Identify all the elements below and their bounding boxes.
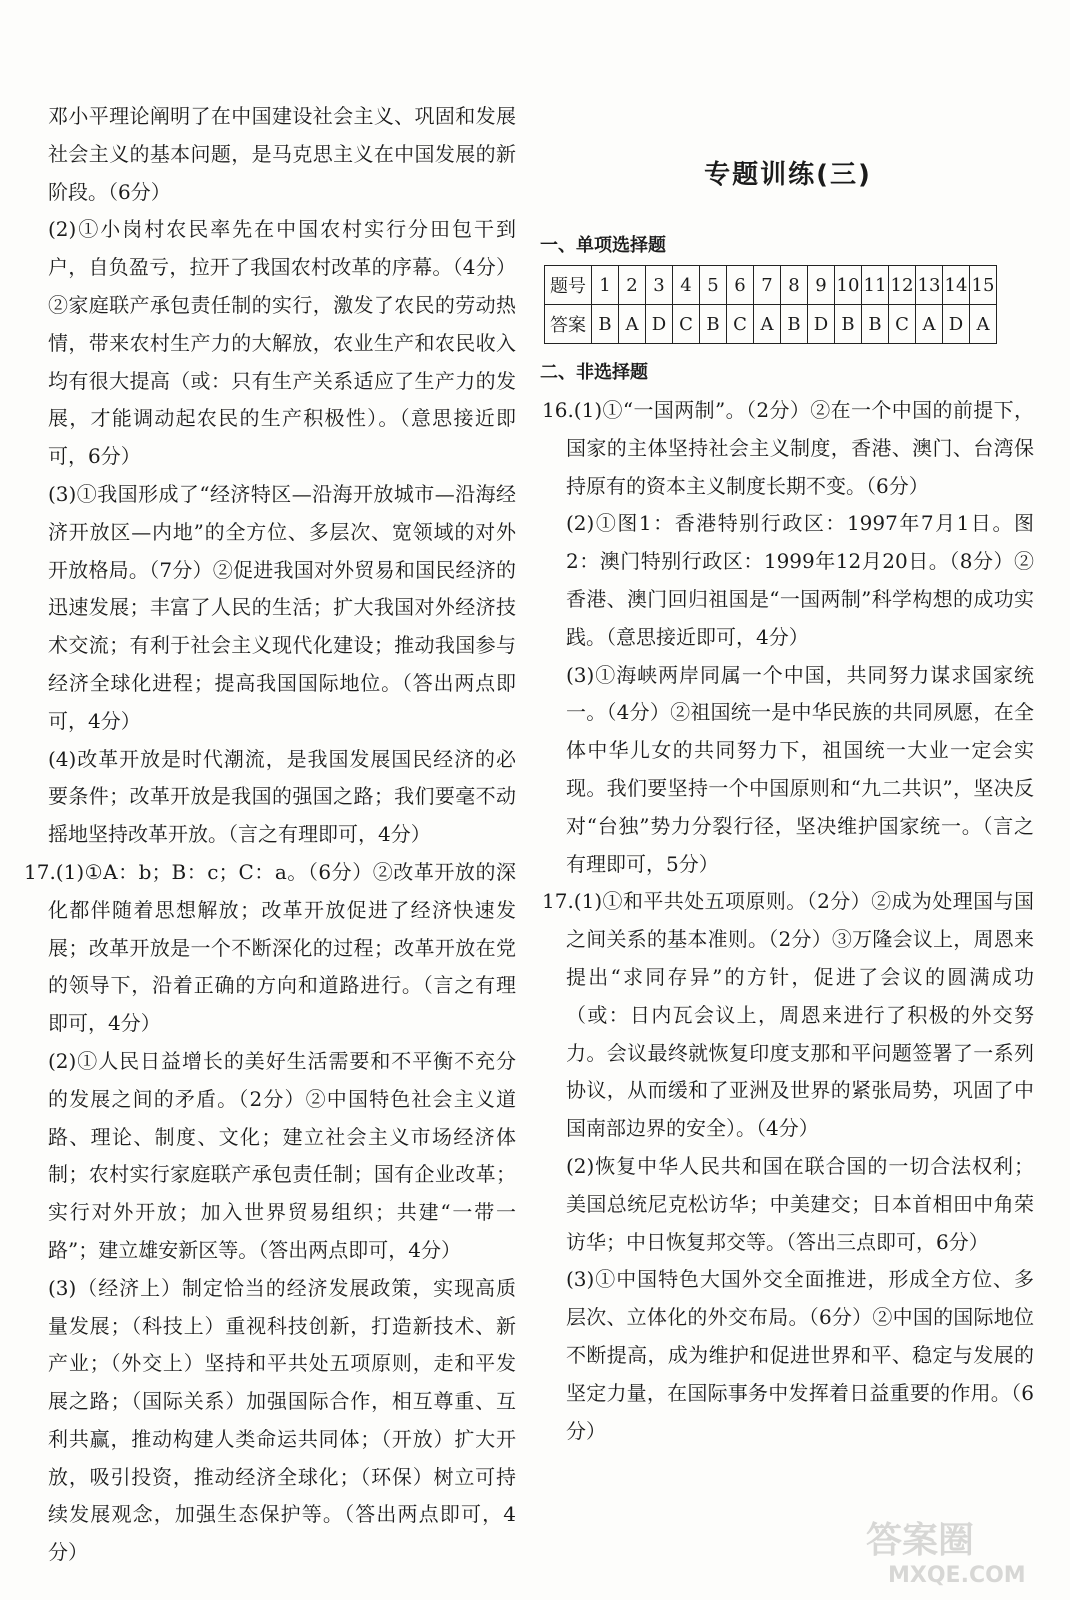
paragraph: (3)①海峡两岸同属一个中国，共同努力谋求国家统一。（4分）②祖国统一是中华民族的共同夙愿，在全体中华儿女的共同努力下，祖国统一大业一定会实现。我们要坚持一个中国原则和“九二共识”，坚决反对“台独”势力分裂行径，坚决维护国家统一。（言之有理即可，5分） (566, 662, 1034, 876)
question-number-cell: 7 (754, 266, 781, 305)
question-number-cell: 4 (673, 266, 700, 305)
left-column (24, 98, 516, 1572)
answer-cell: C (889, 305, 916, 344)
answer-cell: C (727, 305, 754, 344)
paragraph: 邓小平理论阐明了在中国建设社会主义、巩固和发展社会主义的基本问题，是马克思主义在中国发展的新阶段。（6分） (48, 104, 516, 204)
question-number-cell: 1 (592, 266, 619, 305)
answer-cell: B (862, 305, 889, 344)
question-number-cell: 2 (619, 266, 646, 305)
answer-cell: B (592, 305, 619, 344)
section-heading-nonchoice: 二、非选择题 (540, 362, 648, 383)
question-number-cell: 5 (700, 266, 727, 305)
question-number-cell: 11 (862, 266, 889, 305)
answer-cell: B (700, 305, 727, 344)
paragraph: 16.(1)①“一国两制”。（2分）②在一个中国的前提下，国家的主体坚持社会主义制度，香港、澳门、台湾保持原有的资本主义制度长期不变。（6分） (542, 398, 1034, 498)
paragraph: (3)①中国特色大国外交全面推进，形成全方位、多层次、立体化的外交布局。（6分）②中国的国际地位不断提高，成为维护和促进世界和平、稳定与发展的坚定力量，在国际事务中发挥着日益重要的作用。（6分） (566, 1267, 1034, 1443)
section-title: 专题训练(三) (704, 160, 872, 190)
answer-table (544, 265, 997, 344)
paragraph: (2)①小岗村农民率先在中国农村实行分田包干到户，自负盈亏，拉开了我国农村改革的序幕。（4分）②家庭联产承包责任制的实行，激发了农民的劳动热情，带来农村生产力的大解放，农业生产和农民收入均有很大提高（或：只有生产关系适应了生产力的发展，才能调动起农民的生产积极性）。（意思接近即可，6分） (48, 217, 516, 469)
answer-cell: D (808, 305, 835, 344)
answer-cell: B (781, 305, 808, 344)
watermark-logo (858, 1510, 1048, 1588)
question-number-cell: 10 (835, 266, 862, 305)
answer-cell: D (646, 305, 673, 344)
answer-cell: A (754, 305, 781, 344)
paragraph: (2)①图1：香港特别行政区：1997年7月1日。图2：澳门特别行政区：1999年12月20日。（8分）②香港、澳门回归祖国是“一国两制”科学构想的成功实践。（意思接近即可，4分） (566, 511, 1034, 649)
section-heading-choice: 一、单项选择题 (540, 235, 666, 256)
paragraph: 17.(1)①A：b；B：c；C：a。（6分）②改革开放的深化都伴随着思想解放；改革开放促进了经济快速发展；改革开放是一个不断深化的过程；改革开放在党的领导下，沿着正确的方向和道路进行。（言之有理即可，4分） (24, 859, 516, 1036)
paragraph: 17.(1)①和平共处五项原则。（2分）②成为处理国与国之间关系的基本准则。（2分）③万隆会议上，周恩来提出“求同存异”的方针，促进了会议的圆满成功（或：日内瓦会议上，周恩来进行了积极的外交努力。会议最终就恢复印度支那和平问题签署了一系列协议，从而缓和了亚洲及世界的紧张局势，巩固了中国南部边界的安全）。（4分） (542, 889, 1034, 1141)
question-number-cell: 6 (727, 266, 754, 305)
watermark-url-text: MXQE.COM (888, 1563, 1026, 1588)
answer-cell: A (970, 305, 997, 344)
question-number-cell: 13 (916, 266, 943, 305)
paragraph: (2)①人民日益增长的美好生活需要和不平衡不充分的发展之间的矛盾。（2分）②中国特色社会主义道路、理论、制度、文化；建立社会主义市场经济体制；农村实行家庭联产承包责任制；国有企业改革；实行对外开放；加入世界贸易组织；共建“一带一路”；建立雄安新区等。（答出两点即可，4分） (48, 1048, 516, 1262)
paragraph: (2)恢复中华人民共和国在联合国的一切合法权利；美国总统尼克松访华；中美建交；日本首相田中角荣访华；中日恢复邦交等。（答出三点即可，6分） (566, 1153, 1034, 1254)
answer-table-number-row (545, 266, 997, 305)
answer-cell: C (673, 305, 700, 344)
right-paragraphs (542, 392, 1034, 1450)
answer-cell: D (943, 305, 970, 344)
row-label: 题号 (545, 266, 592, 305)
row-label: 答案 (545, 305, 592, 344)
paragraph: (3)①我国形成了“经济特区—沿海开放城市—沿海经济开放区—内地”的全方位、多层次、宽领域的对外开放格局。（7分）②促进我国对外贸易和国民经济的迅速发展；丰富了人民的生活；扩大我国对外经济技术交流；有利于社会主义现代化建设；推动我国参与经济全球化进程；提高我国国际地位。（答出两点即可，4分） (48, 481, 516, 733)
question-number-cell: 3 (646, 266, 673, 305)
watermark-logo-text: 答案圈 (866, 1520, 975, 1561)
right-column (542, 98, 1034, 1450)
question-number-cell: 14 (943, 266, 970, 305)
paragraph: (4)改革开放是时代潮流，是我国发展国民经济的必要条件；改革开放是我国的强国之路；我们要毫不动摇地坚持改革开放。（言之有理即可，4分） (48, 746, 516, 847)
paragraph: (3)（经济上）制定恰当的经济发展政策，实现高质量发展；（科技上）重视科技创新，打造新技术、新产业；（外交上）坚持和平共处五项原则，走和平发展之路；（国际关系）加强国际合作，相互尊重、互利共赢，推动构建人类命运共同体；（开放）扩大开放，吸引投资，推动经济全球化；（环保）树立可持续发展观念，加强生态保护等。（答出两点即可，4分） (48, 1275, 516, 1565)
question-number-cell: 12 (889, 266, 916, 305)
answer-cell: B (835, 305, 862, 344)
answer-cell: A (916, 305, 943, 344)
question-number-cell: 9 (808, 266, 835, 305)
answer-table-answer-row (545, 305, 997, 344)
question-number-cell: 8 (781, 266, 808, 305)
answer-cell: A (619, 305, 646, 344)
question-number-cell: 15 (970, 266, 997, 305)
